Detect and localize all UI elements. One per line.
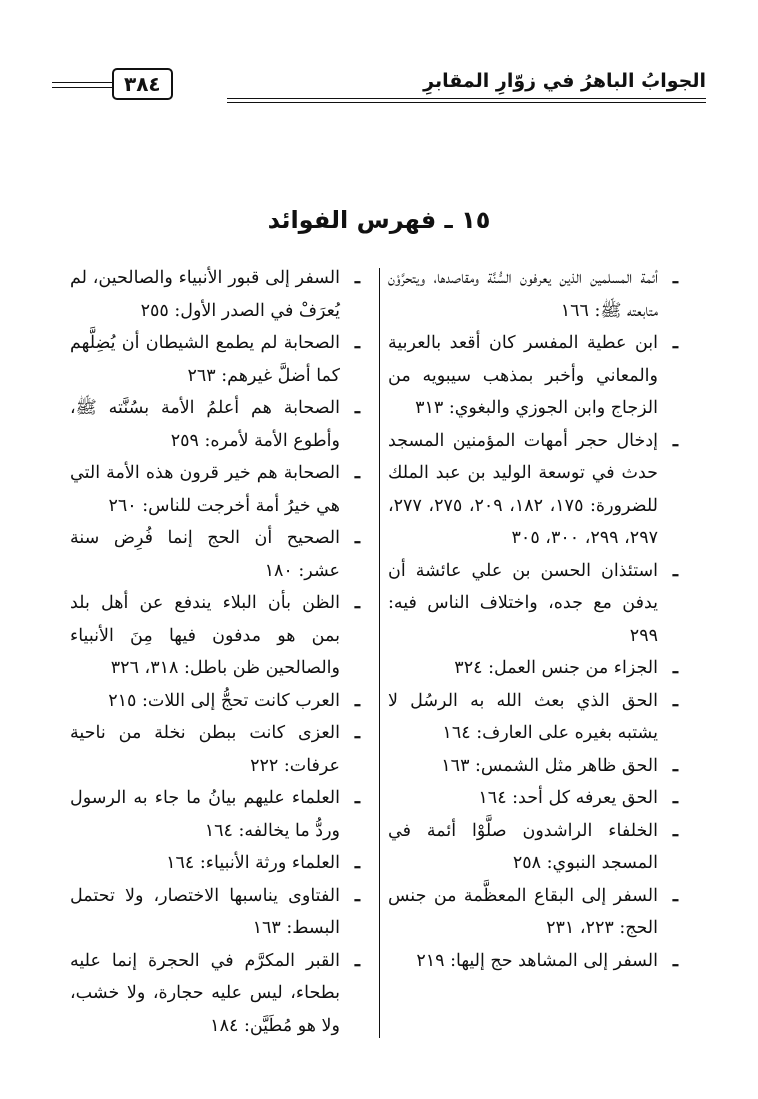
entry-text: الفتاوى يناسبها الاختصار، ولا تحتمل البسط: ١٦٣: [70, 885, 340, 938]
entry-bullet: ـ: [672, 755, 678, 776]
entry-bullet: ـ: [354, 528, 360, 548]
entry-text: استئذان الحسن بن علي عائشة أن يدفن مع جده، واختلاف الناس فيه: ٢٩٩: [388, 560, 658, 646]
book-title: الجوابُ الباهرُ في زوّارِ المقابرِ: [423, 70, 706, 92]
page-number: ٣٨٤: [112, 68, 173, 100]
entry-bullet: ـ: [354, 463, 360, 483]
section-title: ١٥ ـ فهرس الفوائد: [267, 206, 491, 234]
entry-bullet: ـ: [354, 690, 360, 711]
entry-bullet: ـ: [672, 430, 678, 451]
index-entry: [70, 392, 360, 457]
index-entry: [70, 522, 360, 587]
entry-bullet: ـ: [672, 268, 678, 288]
index-entry: [388, 880, 678, 945]
entry-text: الظن بأن البلاء يندفع عن أهل بلد بمن هو مدفون فيها مِنَ الأنبياء والصالحين ظن باطل: ٣١٨، ٣٢٦: [70, 593, 340, 678]
right-column: [388, 262, 678, 977]
entry-text: القبر المكرَّم في الحجرة إنما عليه بطحاء، ليس عليه حجارة، ولا خشب، ولا هو مُطَيَّن: ١٨٤: [70, 950, 340, 1036]
entry-text: الصحابة لم يطمع الشيطان أن يُضِلَّهم كما أضلَّ غيرهم: ٢٦٣: [70, 333, 340, 386]
entry-bullet: ـ: [354, 398, 360, 418]
entry-text: أئمة المسلمين الذين يعرفون السُّنَّة ومقاصدها، ويتحرَّوْن متابعته ﷺ: ١٦٦: [388, 268, 658, 321]
entry-text: الجزاء من جنس العمل: ٣٢٤: [454, 658, 658, 678]
entry-bullet: ـ: [354, 723, 360, 743]
index-entry: [388, 685, 678, 750]
entry-text: السفر إلى قبور الأنبياء والصالحين، لم يُعرَفْ في الصدر الأول: ٢٥٥: [70, 268, 340, 321]
index-entry: [70, 782, 360, 847]
header-rule: [227, 98, 706, 99]
index-entry: [70, 587, 360, 685]
entry-bullet: ـ: [672, 788, 678, 808]
entry-bullet: ـ: [672, 950, 678, 971]
index-entry: [388, 327, 678, 425]
header-rule-thin: [227, 102, 706, 103]
entry-text: الخلفاء الراشدون صلَّوْا أئمة في المسجد النبوي: ٢٥٨: [388, 820, 658, 873]
entry-bullet: ـ: [672, 820, 678, 841]
entry-bullet: ـ: [354, 950, 360, 971]
entry-text: العزى كانت ببطن نخلة من ناحية عرفات: ٢٢٢: [70, 723, 340, 776]
entry-bullet: ـ: [672, 658, 678, 678]
entry-text: الصحابة هم أعلمُ الأمة بسُنَّته ﷺ، وأطوع الأمة لأمره: ٢٥٩: [70, 398, 340, 451]
entry-text: الحق ظاهر مثل الشمس: ١٦٣: [441, 755, 658, 776]
entry-bullet: ـ: [354, 885, 360, 906]
index-entry: [70, 457, 360, 522]
entry-bullet: ـ: [672, 690, 678, 711]
index-entry: [388, 555, 678, 653]
entry-bullet: ـ: [354, 333, 360, 353]
entry-bullet: ـ: [354, 593, 360, 613]
index-entry: [70, 945, 360, 1043]
entry-text: السفر إلى المشاهد حج إليها: ٢١٩: [416, 950, 658, 971]
index-entry: [70, 880, 360, 945]
index-entry: [388, 652, 678, 685]
entry-text: السفر إلى البقاع المعظَّمة من جنس الحج: ٢٢٣، ٢٣١: [388, 885, 658, 938]
left-column: [70, 262, 360, 1042]
entry-bullet: ـ: [354, 268, 360, 288]
index-entry: [388, 815, 678, 880]
index-entry: [70, 847, 360, 880]
entry-bullet: ـ: [354, 853, 360, 873]
entry-text: العرب كانت تحجُّ إلى اللات: ٢١٥: [108, 690, 340, 711]
index-entry: [388, 262, 678, 327]
running-header: [52, 68, 706, 108]
entry-bullet: ـ: [672, 333, 678, 353]
entry-text: الصحيح أن الحج إنما فُرِض سنة عشر: ١٨٠: [70, 528, 340, 581]
entry-text: إدخال حجر أمهات المؤمنين المسجد حدث في توسعة الوليد بن عبد الملك للضرورة: ١٧٥، ١٨٢، ٢٠٩، ٢٧٥، ٢٧٧، ٢٩٧، ٢٩٩، ٣٠٠، ٣٠٥: [388, 430, 658, 548]
entry-text: ابن عطية المفسر كان أقعد بالعربية والمعاني وأخبر بمذهب سيبويه من الزجاج وابن الجوزي والبغوي: ٣١٣: [388, 333, 658, 418]
entry-text: الصحابة هم خير قرون هذه الأمة التي هي خيرُ أمة أخرجت للناس: ٢٦٠: [70, 463, 340, 516]
entry-bullet: ـ: [672, 885, 678, 906]
index-entry: [388, 945, 678, 978]
header-rule-short: [52, 82, 112, 83]
index-entry: [70, 685, 360, 718]
entry-bullet: ـ: [354, 788, 360, 808]
entry-bullet: ـ: [672, 560, 678, 581]
index-columns: [0, 262, 758, 1062]
index-entry: [388, 750, 678, 783]
index-entry: [70, 327, 360, 392]
header-rule-short-thin: [52, 87, 112, 88]
entry-text: العلماء ورثة الأنبياء: ١٦٤: [166, 853, 340, 873]
index-entry: [70, 262, 360, 327]
entry-text: العلماء عليهم بيانُ ما جاء به الرسول وردُّ ما يخالفه: ١٦٤: [70, 788, 340, 841]
entry-text: الحق الذي بعث الله به الرسُل لا يشتبه بغيره على العارف: ١٦٤: [388, 690, 658, 743]
index-entry: [70, 717, 360, 782]
index-entry: [388, 782, 678, 815]
entry-text: الحق يعرفه كل أحد: ١٦٤: [478, 788, 658, 808]
index-entry: [388, 425, 678, 555]
